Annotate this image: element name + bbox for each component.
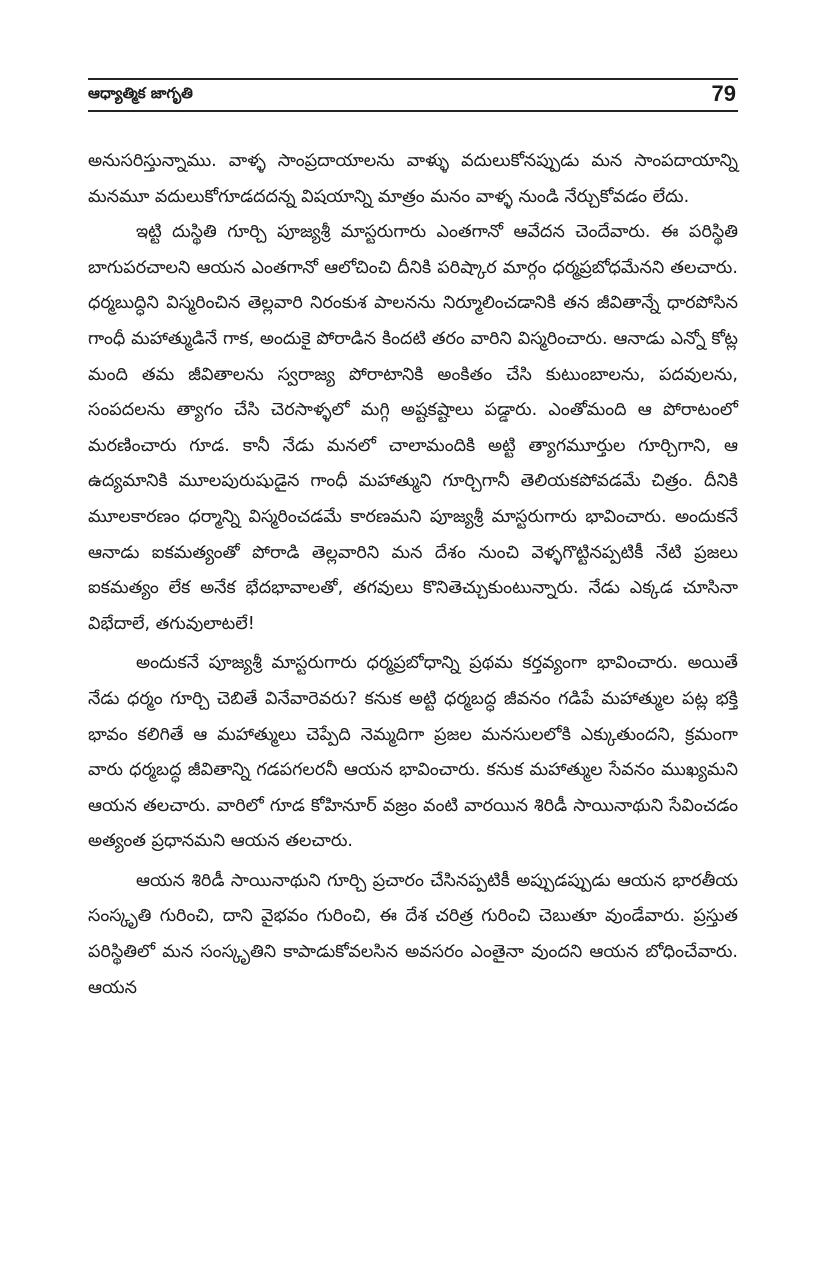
paragraph-3: అందుకనే పూజ్యశ్రీ మాస్టరుగారు ధర్మప్రబోధాన్ని ప్రథమ కర్తవ్యంగా భావించారు. అయితే నేడు ధర్మం గూర్చి చెబితే వినేవారెవరు? కనుక అట్టి ధర్మబద్ధ జీవనం గడిపే మహాత్ముల పట్ల భక్తి భావం కలిగితే ఆ మహాత్ములు చెప్పేది నెమ్మదిగా ప్రజల మనసులలోకి ఎక్కుతుందని, క్రమంగా వారు ధర్మబద్ధ జీవితాన్ని గడపగలరనీ ఆయన భావించారు. కనుక మహాత్ముల సేవనం ముఖ్యమని ఆయన తలచారు. వారిలో గూడ కోహినూర్ వజ్రం వంటి వారయిన శిరిడీ సాయినాథుని సేవించడం అత్యంత ప్రధానమని ఆయన తలచారు.	[88, 653, 738, 852]
paragraph-1: అనుసరిస్తున్నాము. వాళ్ళ సాంప్రదాయాలను వాళ్ళు వదులుకోనప్పుడు మన సాంపదాయాన్ని మనమూ వదులుకోగూడదదన్న విషయాన్ని మాత్రం మనం వాళ్ళ నుండి నేర్చుకోవడం లేదు.	[88, 151, 738, 207]
book-page	[88, 70, 738, 1006]
paragraph-2: ఇట్టి దుస్థితి గూర్చి పూజ్యశ్రీ మాస్టరుగారు ఎంతగానో ఆవేదన చెందేవారు. ఈ పరిస్థితి బాగుపరచాలని ఆయన ఎంతగానో ఆలోచించి దీనికి పరిష్కార మార్గం ధర్మప్రబోధమేనని తలచారు. ధర్మబుద్ధిని విస్మరించిన తెల్లవారి నిరంకుశ పాలనను నిర్మూలించడానికి తన జీవితాన్నే ధారపోసిన గాంధీ మహాత్ముడినే గాక, అందుకై పోరాడిన కిందటి తరం వారిని విస్మరించారు. ఆనాడు ఎన్నో కోట్ల మంది తమ జీవితాలను స్వరాజ్య పోరాటానికి అంకితం చేసి కుటుంబాలను, పదవులను, సంపదలను త్యాగం చేసి చెరసాళ్ళలో మగ్గి అష్టకష్టాలు పడ్డారు. ఎంతోమంది ఆ పోరాటంలో మరణించారు గూడ. కానీ నేడు మనలో చాలామందికి అట్టి త్యాగమూర్తుల గూర్చిగాని, ఆ ఉద్యమానికి మూలపురుషుడైన గాంధీ మహాత్ముని గూర్చిగానీ తెలియకపోవడమే చిత్రం. దీనికి మూలకారణం ధర్మాన్ని విస్మరించడమే కారణమని పూజ్యశ్రీ మాస్టరుగారు భావించారు. అందుకనే ఆనాడు ఐకమత్యంతో పోరాడి తెల్లవారిని మన దేశం నుంచి వెళ్ళగొట్టినప్పటికీ నేటి ప్రజలు ఐకమత్యం లేక అనేక భేదభావాలతో, తగవులు కొనితెచ్చుకుంటున్నారు. నేడు ఎక్కడ చూసినా విభేదాలే, తగువులాటలే!	[88, 222, 738, 634]
page-number: 79	[711, 81, 736, 106]
paragraph-4: ఆయన శిరిడీ సాయినాథుని గూర్చి ప్రచారం చేసినప్పటికీ అప్పుడప్పుడు ఆయన భారతీయ సంస్కృతి గురించి, దాని వైభవం గురించి, ఈ దేశ చరిత్ర గురించి చెబుతూ వుండేవారు. ప్రస్తుత పరిస్థితిలో మన సంస్కృతిని కాపాడుకోవలసిన అవసరం ఎంతైనా వుందని ఆయన బోధించేవారు. ఆయన	[88, 870, 738, 998]
chapter-title: ఆధ్యాత్మిక జాగృతి	[88, 84, 193, 102]
body-text	[88, 144, 738, 1006]
running-header	[88, 78, 738, 112]
